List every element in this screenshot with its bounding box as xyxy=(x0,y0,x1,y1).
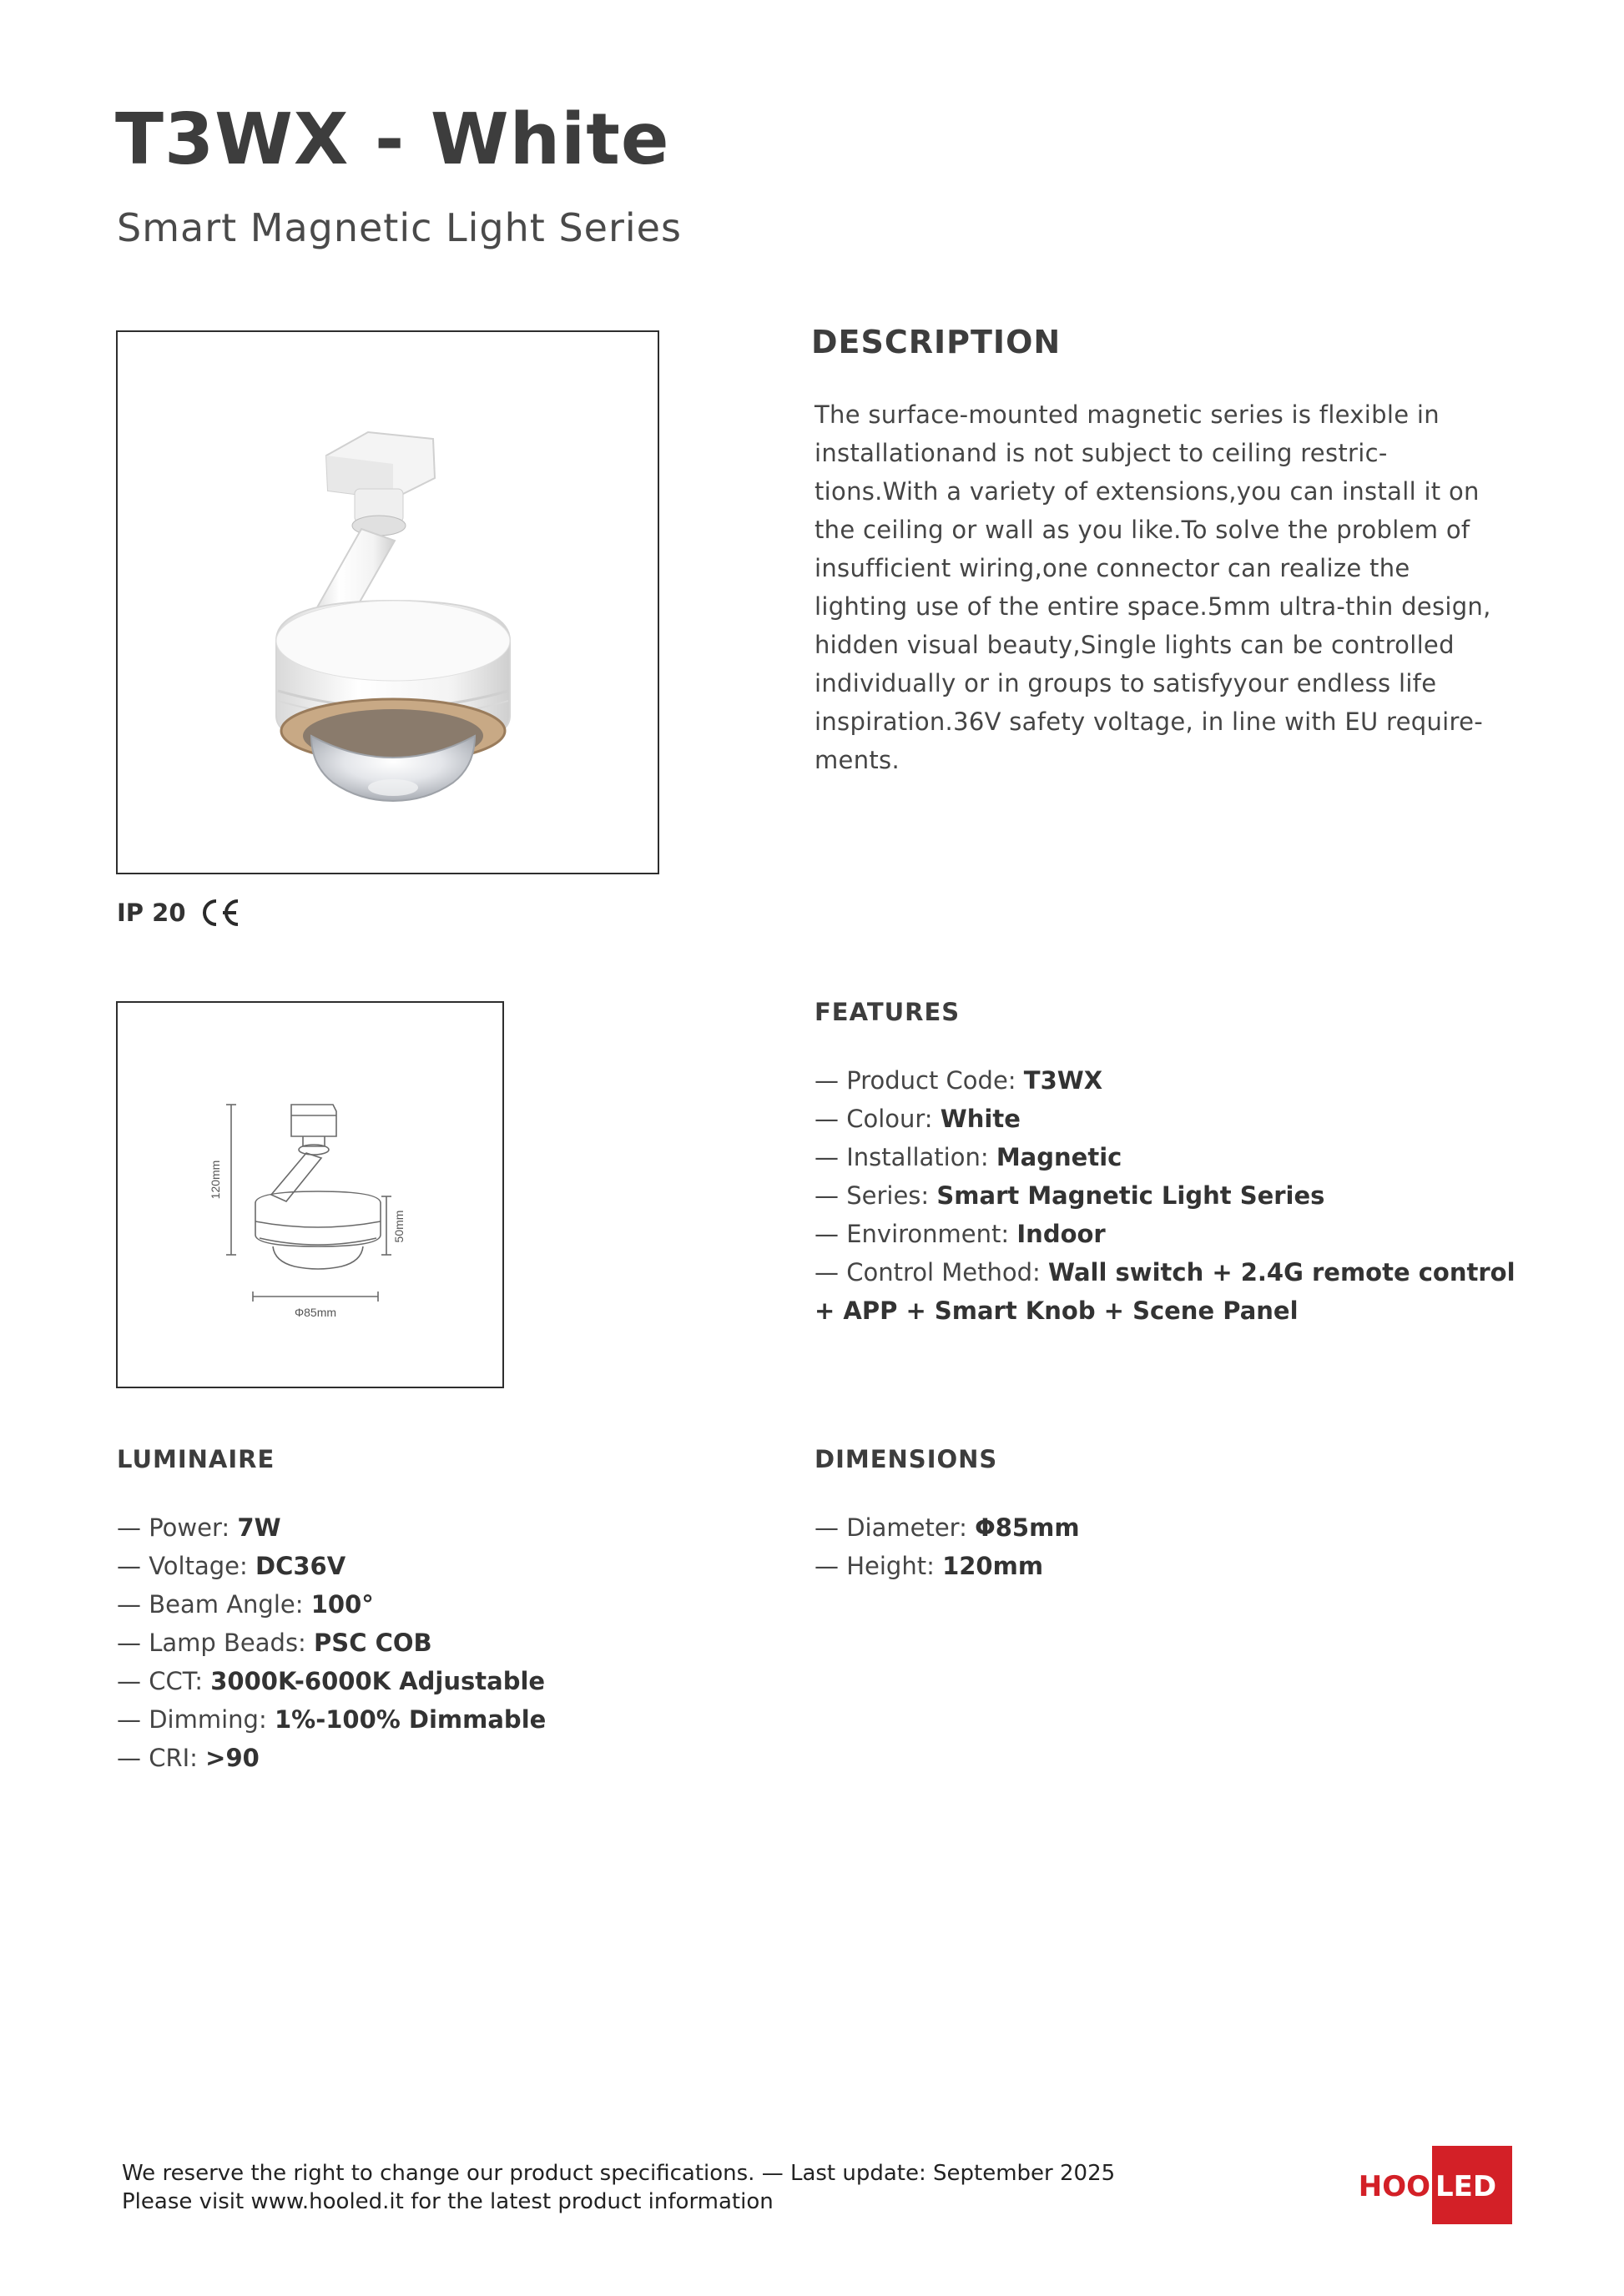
brand-logo xyxy=(1352,2146,1512,2224)
list-item: — Voltage: DC36V xyxy=(117,1552,346,1580)
description-line: the ceiling or wall as you like.To solve the problem of xyxy=(815,516,1470,544)
product-photo xyxy=(118,332,658,873)
description-heading: DESCRIPTION xyxy=(811,324,1062,360)
drawing-diameter-label: Φ85mm xyxy=(294,1306,337,1319)
technical-drawing-frame xyxy=(116,1001,504,1388)
list-item: — Series: Smart Magnetic Light Series xyxy=(815,1181,1325,1210)
ip-rating: IP 20 xyxy=(117,899,186,927)
technical-drawing xyxy=(118,1003,502,1387)
description-line: The surface-mounted magnetic series is flexible in xyxy=(815,400,1440,429)
hooled-logo xyxy=(1352,2146,1512,2224)
description-line: hidden visual beauty,Single lights can be controlled xyxy=(815,631,1455,659)
description-line: insufficient wiring,one connector can realize the xyxy=(815,554,1410,582)
list-item: — Dimming: 1%-100% Dimmable xyxy=(117,1705,547,1734)
list-item: — Installation: Magnetic xyxy=(815,1143,1122,1171)
luminaire-list xyxy=(117,1508,751,1777)
logo-text-right: LED xyxy=(1435,2170,1497,2203)
drawing-head-label: 50mm xyxy=(392,1210,406,1243)
list-item: — CCT: 3000K-6000K Adjustable xyxy=(117,1667,546,1695)
luminaire-heading: LUMINAIRE xyxy=(117,1445,275,1473)
footer-line: We reserve the right to change our product specifications. — Last update: September 2025 xyxy=(122,2161,1116,2186)
list-item: — Colour: White xyxy=(815,1105,1021,1133)
dimensions-heading: DIMENSIONS xyxy=(815,1445,998,1473)
description-line: inspiration.36V safety voltage, in line with EU require- xyxy=(815,707,1483,736)
list-item: — Lamp Beads: PSC COB xyxy=(117,1629,432,1657)
description-line: ments. xyxy=(815,746,900,774)
certification-row xyxy=(117,898,241,928)
footer-text xyxy=(122,2159,1290,2216)
description-line: installationand is not subject to ceiling restric- xyxy=(815,439,1388,467)
dimensions-list xyxy=(815,1508,1482,1585)
drawing-height-label: 120mm xyxy=(209,1160,222,1200)
description-line: individually or in groups to satisfyyour endless life xyxy=(815,669,1437,697)
page-subtitle: Smart Magnetic Light Series xyxy=(117,205,682,250)
list-item: + APP + Smart Knob + Scene Panel xyxy=(815,1297,1299,1325)
list-item: — Height: 120mm xyxy=(815,1552,1044,1580)
list-item: — Environment: Indoor xyxy=(815,1220,1106,1248)
list-item: — Product Code: T3WX xyxy=(815,1066,1103,1095)
footer-line: Please visit www.hooled.it for the latest product information xyxy=(122,2189,774,2214)
page-title: T3WX - White xyxy=(115,98,670,181)
list-item: — CRI: >90 xyxy=(117,1744,260,1772)
logo-text-left: HOO xyxy=(1358,2170,1430,2203)
list-item: — Beam Angle: 100° xyxy=(117,1590,374,1619)
list-item: — Power: 7W xyxy=(117,1513,281,1542)
description-text xyxy=(815,395,1532,779)
features-list xyxy=(815,1061,1566,1330)
list-item: — Diameter: Φ85mm xyxy=(815,1513,1080,1542)
ce-mark-icon xyxy=(198,898,241,928)
list-item: — Control Method: Wall switch + 2.4G remote control xyxy=(815,1258,1516,1286)
product-photo-frame xyxy=(116,330,659,874)
features-heading: FEATURES xyxy=(815,998,961,1026)
description-line: lighting use of the entire space.5mm ultra-thin design, xyxy=(815,592,1491,621)
description-line: tions.With a variety of extensions,you can install it on xyxy=(815,477,1480,506)
